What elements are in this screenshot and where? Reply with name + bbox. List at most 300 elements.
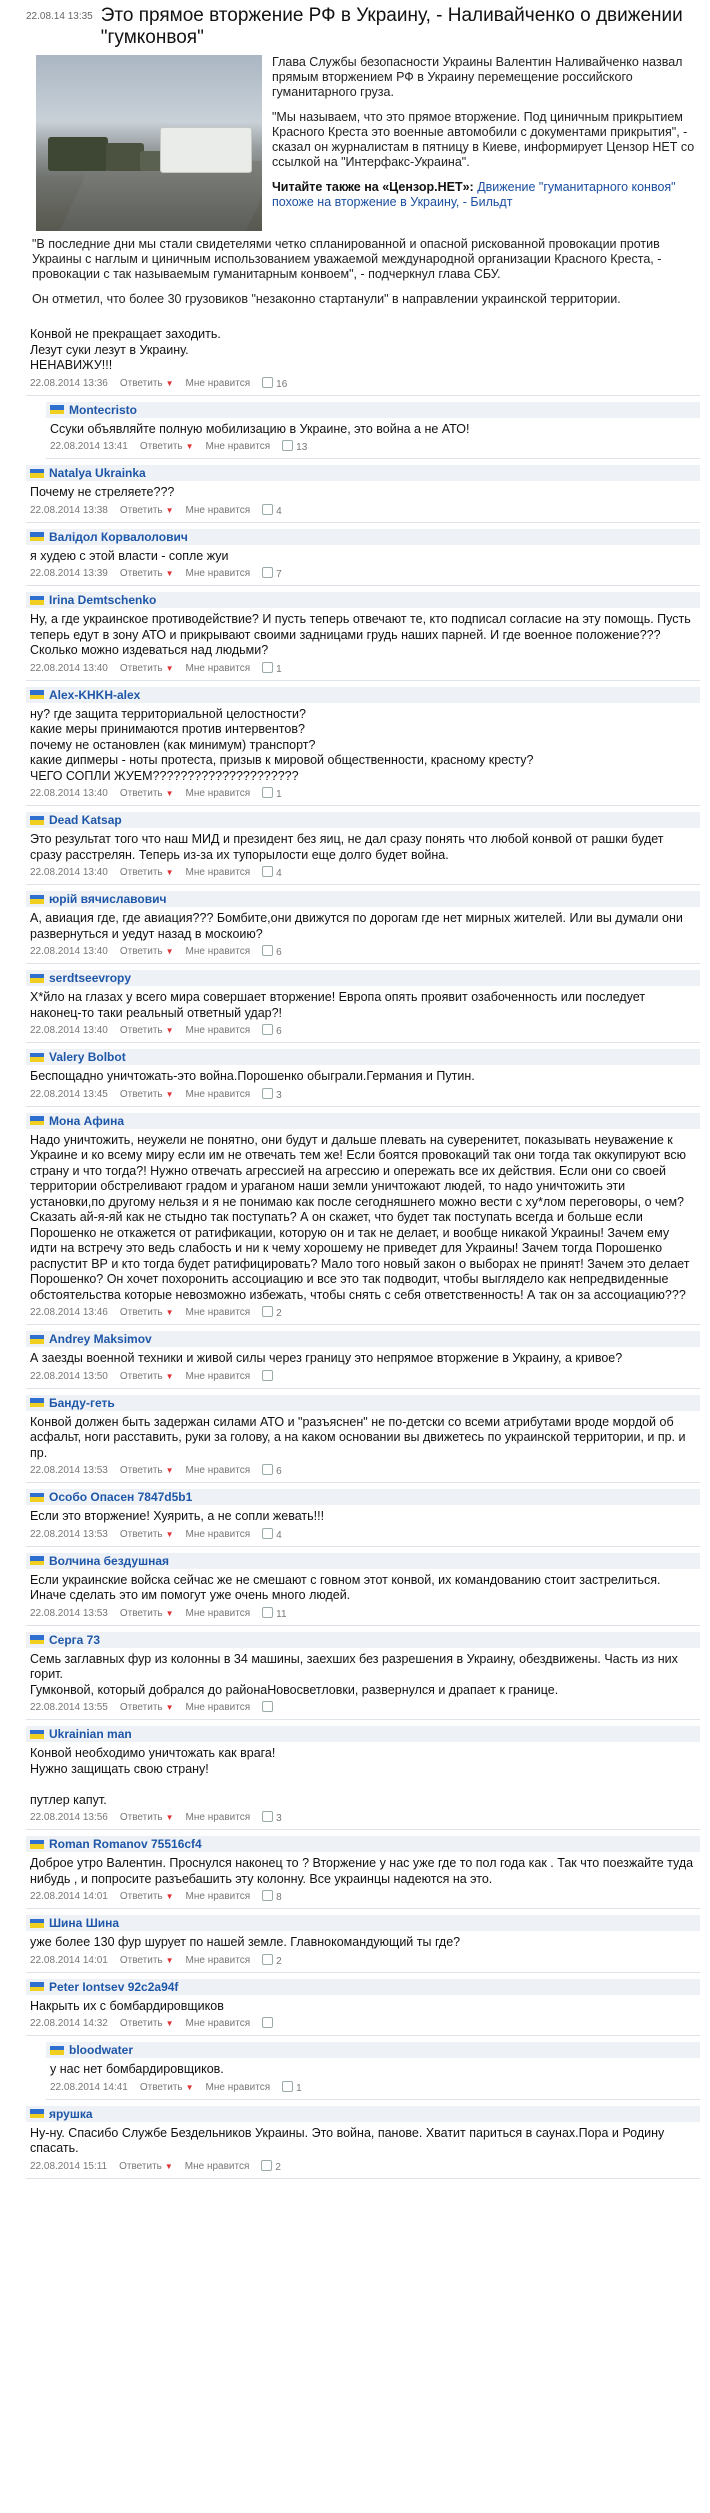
article-paragraph-2: "Мы называем, что это прямое вторжение. Под циничным прикрытием Красного Креста это военные автомобили с документами прикрытия", - сказал он журналистам в пятницу в Киеве, информирует Цензор НЕТ со ссылкой на "Интерфакс-Украина". [272,110,695,169]
reply-button[interactable] [120,378,174,389]
comment-author[interactable]: serdtseevropy [49,971,132,985]
caret-down-icon: ▼ [165,1892,174,1901]
ukraine-flag-icon [30,1335,44,1344]
ukraine-flag-icon [30,1919,44,1928]
comment-author-row [26,970,700,986]
like-button[interactable]: Мне нравится [185,662,251,674]
ukraine-flag-icon [30,690,44,699]
comment-author-row [26,1395,700,1411]
thumb-up-icon[interactable] [282,2081,293,2092]
comment-time: 22.08.2014 15:11 [30,2160,108,2172]
like-button[interactable]: Мне нравится [185,504,251,516]
like-count [262,504,282,517]
reply-button[interactable] [120,2018,174,2029]
comment [26,1915,700,1973]
comment-author[interactable]: Andrey Maksimov [49,1332,152,1346]
like-count [262,1528,282,1541]
like-button[interactable]: Мне нравится [205,2081,271,2093]
caret-down-icon: ▼ [165,1089,174,1099]
reply-label: Ответить [119,662,163,674]
reply-button[interactable] [120,568,174,579]
comment-author-row [26,687,700,703]
comment-time: 22.08.2014 14:01 [30,1954,108,1966]
comment-meta [26,1369,700,1386]
like-count [262,1370,276,1383]
comment-time: 22.08.2014 13:41 [50,441,128,452]
reply-label: Ответить [119,946,163,957]
comment-text: Доброе утро Валентин. Проснулся наконец то ? Вторжение у нас уже где то пол года как . Так что поезжайте туда нибудь , и попросите разъебашить эту колонну. Все украинцы надеются на это. [30,1856,694,1886]
like-button[interactable]: Мне нравится [185,1465,251,1476]
comment-meta [26,1606,700,1623]
comment-author-row [26,529,700,545]
like-button[interactable]: Мне нравится [185,1370,251,1382]
like-count-value: 2 [276,1955,282,1967]
caret-down-icon: ▼ [165,1955,174,1965]
like-count [262,1024,282,1037]
reply-label: Ответить [119,504,163,516]
divider [26,680,700,681]
comment-time: 22.08.2014 13:53 [30,1465,108,1476]
thumb-up-icon[interactable] [262,1701,273,1712]
comment-text: Накрыть их с бомбардировщиков [30,1998,224,2013]
comment [26,891,700,964]
comment-author[interactable]: юрій вячиславович [49,892,167,906]
like-count [262,1811,282,1824]
comment-time: 22.08.2014 13:50 [30,1370,108,1382]
thumb-up-icon[interactable] [262,662,273,673]
divider [46,458,700,459]
divider [26,522,700,523]
comment-text: Конвой не прекращает заходить. Лезут суки лезут в Украину. НЕНАВИЖУ!!! [30,327,221,372]
ukraine-flag-icon [30,1493,44,1502]
comment-time: 22.08.2014 14:01 [30,1891,108,1902]
divider [26,2035,700,2036]
article-body [26,55,700,317]
thumb-up-icon[interactable] [262,945,273,956]
comment-author-row [26,1489,700,1505]
caret-down-icon: ▼ [165,569,174,578]
comment-time: 22.08.2014 13:38 [30,504,108,516]
like-count [262,1464,282,1477]
comment-author[interactable]: Валідол Корвалолович [49,529,188,544]
comment-author-row [26,2106,700,2122]
comment-text: Надо уничтожить, неужели не понятно, они будут и дальше плевать на суверенитет, показывать неуважение к Украине и ко всему миру если им не отвечать тем же! Если боятся провокаций так они тогда так оккупируют всю страну и что тогда?! Нужно отвечать агрессией на агрессию и опережать все их действия. Если они со своей территории обстреливают градом и ураганом наши земли уничтожают людей, то надо уничтожить эти установки,по другому нельзя и я не понимаю как после сегодняшнего можно вести с ху*лом переговоры, о чем? Сказать ай-я-яй как не стыдно так поступать? А он скажет, что будет так поступать всегда и больше если Порошенко не откажется от ратификации, которую он и так не делает, и вообще никакой Украины! Зачем ему идти на встречу это ведь слабость и ни к чему хорошему не приведет для Украины! Зачем тогда Порошенко распустит ВР и кто тогда будет ратифицировать? Мало того новый закон о выборах не принят! Зачем это делает Порошенко? Он хочет похоронить ассоциацию и все это так подводит, чтобы выглядело как непредвиденные обстоятельства которые невозможно избежать, чтобы снять с себя ответственность! А так он за ассоциацию??? [30,1132,690,1302]
article-date: 22.08.14 13:35 [26,11,93,22]
comment-meta [26,1889,700,1906]
divider [26,585,700,586]
comment-meta [26,1305,700,1322]
ukraine-flag-icon [30,1730,44,1739]
reply-label: Ответить [119,1370,163,1382]
thumb-up-icon[interactable] [261,2160,272,2171]
divider [26,963,700,964]
comment [26,323,700,396]
comment-meta [26,1953,700,1970]
comment-author-row [26,1915,700,1931]
comment-text: Если это вторжение! Хуярить, а не сопли жевать!!! [30,1509,325,1523]
reply-button[interactable] [120,1307,174,1318]
like-button[interactable]: Мне нравится [185,1088,251,1100]
like-count-value: 4 [276,505,282,517]
reply-button[interactable] [120,1465,174,1476]
caret-down-icon: ▼ [165,1703,174,1712]
like-count [262,1701,276,1714]
thumb-up-icon[interactable] [262,1370,273,1381]
like-count-value: 1 [296,2082,302,2094]
comment [26,1726,700,1830]
like-count-value: 1 [276,663,282,675]
reply-button[interactable] [120,1025,174,1036]
comment-author[interactable]: Alex-KHKH-alex [49,687,141,702]
comment-meta [26,944,700,961]
comment-author[interactable]: Montecristo [69,402,138,417]
article [0,0,710,317]
reply-button[interactable] [120,946,174,957]
divider [46,2099,700,2100]
comment-text: Х*йло на глазах у всего мира совершает вторжение! Европа опять проявит озабоченность или последует наконец-то таки реальный ответный удар?! [30,990,646,1020]
comment-meta [26,1023,700,1040]
comment-text: у нас нет бомбардировщиков. [50,2062,224,2076]
comment-meta [26,786,700,803]
ukraine-flag-icon [50,405,64,414]
ukraine-flag-icon [30,1840,44,1849]
reply-button[interactable] [120,505,174,516]
like-button[interactable]: Мне нравится [185,377,251,389]
like-button[interactable]: Мне нравится [184,2160,250,2172]
like-count [261,2160,281,2173]
comment-author[interactable]: Roman Romanov 75516cf4 [49,1837,202,1851]
ukraine-flag-icon [30,2109,44,2118]
comment [26,1836,700,1909]
comment [26,1489,700,1547]
like-count-value: 8 [276,1892,282,1903]
ukraine-flag-icon [30,1556,44,1565]
comment-author[interactable]: Шина Шина [49,1916,120,1930]
like-button[interactable]: Мне нравится [185,568,251,579]
caret-down-icon: ▼ [165,505,174,515]
like-count-value: 11 [276,1608,287,1620]
like-count-value: 6 [276,1466,282,1477]
comment [26,2106,700,2179]
ukraine-flag-icon [30,1635,44,1644]
comment-author-row [26,1632,700,1648]
reply-button[interactable] [120,1371,174,1382]
reply-button[interactable] [119,2161,173,2172]
comment-meta [26,2159,700,2176]
thumb-up-icon[interactable] [262,377,273,388]
comment [26,592,700,681]
comment [26,465,700,523]
comment-time: 22.08.2014 14:32 [30,2018,108,2029]
comment [26,970,700,1043]
like-count [262,787,282,800]
divider [26,395,700,396]
comment-text: я худею с этой власти - сопле жуи [30,548,229,563]
thumb-up-icon[interactable] [262,1088,273,1099]
like-count [282,440,307,453]
comment-text: Семь заглавных фур из колонны в 34 машины, заехших без разрешения в Украину, обездвижены. Часть из них горит. Гумконвой, который добрался до районаНовосветловки, развернулся и драпает к границе. [30,1651,678,1697]
article-paragraph-1: Глава Службы безопасности Украины Валентин Наливайченко назвал прямым вторжением РФ в Украину перемещение российского гуманитарного груза. [272,55,683,99]
comment-time: 22.08.2014 13:46 [30,1307,108,1318]
reply-label: Ответить [119,788,163,799]
reply-label: Ответить [119,1025,163,1036]
like-button[interactable]: Мне нравится [185,867,251,878]
like-button[interactable]: Мне нравится [185,1307,251,1318]
article-header [26,5,700,49]
reply-button[interactable] [120,1089,174,1100]
comment-author[interactable]: Серга 73 [49,1632,101,1647]
comment-text: Ну-ну. Спасибо Службе Бездельников Украины. Это война, панове. Хватит париться в саунах.Пора и Родину спасать. [30,2125,665,2155]
reply-label: Ответить [119,377,163,389]
like-count-value: 4 [276,1529,282,1541]
divider [26,1829,700,1830]
comment-time: 22.08.2014 13:45 [30,1088,108,1100]
like-button[interactable]: Мне нравится [185,1528,251,1540]
thumb-up-icon[interactable] [262,1464,273,1475]
divider [26,2178,700,2179]
like-button[interactable]: Мне нравится [185,2018,251,2029]
ukraine-flag-icon [30,532,44,541]
caret-down-icon: ▼ [165,663,174,673]
comment-meta [26,2016,700,2033]
truck-shape [48,137,108,171]
article-paragraph-4: Он отметил, что более 30 грузовиков "незаконно стартанули" в направлении украинской территории. [32,292,621,306]
reply-label: Ответить [119,1465,163,1476]
caret-down-icon: ▼ [185,2082,194,2092]
comment-meta [26,1700,700,1717]
divider [26,884,700,885]
comment-time: 22.08.2014 13:55 [30,1702,108,1713]
reply-button[interactable] [120,663,174,674]
like-count [282,2081,302,2094]
article-photo [36,55,262,231]
like-button[interactable]: Мне нравится [185,946,251,957]
divider [26,1388,700,1389]
divider [26,1908,700,1909]
caret-down-icon: ▼ [165,378,174,388]
like-count [262,866,282,879]
thumb-up-icon[interactable] [262,1890,273,1901]
comment-author-row [26,1113,700,1129]
divider [26,1972,700,1973]
truck-shape [106,143,144,171]
comment [26,1049,700,1107]
like-count [262,1088,282,1101]
comment-meta [26,661,700,678]
comment-author[interactable]: Банду-геть [49,1395,115,1410]
thumb-up-icon[interactable] [262,1024,273,1035]
comment-text: Беспощадно уничтожать-это война.Порошенко обыграли.Германия и Путин. [30,1069,475,1083]
like-count-value: 6 [276,947,282,958]
like-button[interactable]: Мне нравится [185,1954,251,1966]
like-count [262,945,282,958]
comment-meta [26,1087,700,1104]
reply-button[interactable] [120,1955,174,1966]
ukraine-flag-icon [30,816,44,825]
ukraine-flag-icon [30,895,44,904]
reply-label: Ответить [119,2160,162,2172]
comment-text: уже более 130 фур шурует по нашей земле. Главнокомандующий ты где? [30,1935,461,1949]
comment-author-row [26,1836,700,1852]
comment-author[interactable]: ярушка [49,2106,93,2121]
thumb-up-icon[interactable] [262,504,273,515]
comment-text: Конвой необходимо уничтожать как врага! Нужно защищать свою страну! путлер капут. [30,1746,276,1807]
comment-time: 22.08.2014 13:39 [30,568,108,579]
reply-button[interactable] [120,1608,174,1619]
reply-label: Ответить [139,2081,183,2093]
comment-meta [26,376,700,393]
ukraine-flag-icon [30,469,44,478]
comment [26,1632,700,1721]
comment-time: 22.08.2014 13:56 [30,1812,108,1823]
thumb-up-icon[interactable] [262,1607,273,1618]
divider [26,1324,700,1325]
reply-button[interactable] [140,2082,194,2093]
comment [26,1395,700,1484]
thumb-up-icon[interactable] [262,787,273,798]
comment-author-row [26,1553,700,1569]
comment [26,1113,700,1326]
divider [26,805,700,806]
reply-button[interactable] [120,1702,174,1713]
like-count-value: 3 [276,1813,282,1824]
like-count [262,2017,276,2030]
comment-meta [26,566,700,583]
comments-list [0,317,710,2179]
reply-button[interactable] [120,788,174,799]
comment-author[interactable]: Особо Опасен 7847d5b1 [49,1490,193,1504]
reply-button[interactable] [120,1529,174,1540]
comment-time: 22.08.2014 13:40 [30,788,108,799]
ukraine-flag-icon [30,1116,44,1125]
like-button[interactable]: Мне нравится [185,1812,251,1823]
comment-meta [26,1527,700,1544]
thumb-up-icon[interactable] [262,567,273,578]
thumb-up-icon[interactable] [262,1811,273,1822]
divider [26,1719,700,1720]
divider [26,1482,700,1483]
thumb-up-icon[interactable] [282,440,293,451]
comment-author[interactable]: Natalya Ukrainka [49,466,146,480]
like-button[interactable]: Мне нравится [185,1891,251,1902]
ukraine-flag-icon [50,2046,64,2055]
comment-time: 22.08.2014 13:40 [30,867,108,878]
comment-text: Ну, а где украинское противодействие? И пусть теперь отвечают те, кто подписал согласие на эту помощь. Пусть теперь едут в зону АТО и прикрывают своими задницами грудь наших парней. И где военное положение??? Сколько можно издеваться над людьми? [30,612,691,657]
comment-author[interactable]: Ukrainian man [49,1727,132,1741]
comment-meta [46,2080,700,2097]
caret-down-icon: ▼ [165,789,174,798]
caret-down-icon: ▼ [165,1371,174,1381]
comment-author[interactable]: bloodwater [69,2043,134,2057]
like-count-value: 7 [276,569,282,580]
comment-meta [26,1810,700,1827]
reply-button[interactable] [120,867,174,878]
comment [26,1553,700,1626]
caret-down-icon: ▼ [185,442,194,451]
read-also-label: Читайте также на «Цензор.НЕТ»: [272,180,474,194]
comment-author-row [26,1331,700,1347]
comment-author[interactable]: Волчина бездушная [49,1553,170,1568]
comment-text: Конвой должен быть задержан силами АТО и "разъяснен" не по-детски со всеми атрибутами вроде мордой об асфальт, ноги расставить, руки за голову, а на каком основании вы движетесь по украинской территории, и пр. и пр. [30,1414,686,1460]
thumb-up-icon[interactable] [262,1954,273,1965]
comment-meta [26,1463,700,1480]
comment-time: 22.08.2014 13:53 [30,1528,108,1540]
reply-label: Ответить [119,1307,163,1318]
like-button[interactable]: Мне нравится [205,441,271,452]
thumb-up-icon[interactable] [262,866,273,877]
ukraine-flag-icon [30,974,44,983]
caret-down-icon: ▼ [165,1466,174,1475]
comment-author[interactable]: Peter Iontsev 92c2a94f [49,1979,179,1994]
comment-author[interactable]: Dead Katsap [49,813,122,827]
comment-text: Ссуки объявляйте полную мобилизацию в Украине, это война а не АТО! [50,421,470,436]
like-count [262,1607,286,1620]
caret-down-icon: ▼ [165,1608,174,1618]
reply-label: Ответить [119,1954,163,1966]
comment-author-row [26,465,700,481]
divider [26,1106,700,1107]
comment-meta [26,865,700,882]
like-count [262,662,282,675]
reply-label: Ответить [119,2018,163,2029]
like-button[interactable]: Мне нравится [185,1702,251,1713]
comment-text: А заезды военной техники и живой силы через границу это непрямое вторжение в Украину, а кривое? [30,1351,623,1365]
like-count-value: 1 [276,789,282,800]
like-button[interactable]: Мне нравится [185,1025,251,1036]
caret-down-icon: ▼ [165,1026,174,1035]
comment-text: Если украинские войска сейчас же не смешают с говном этот конвой, их командованию стоит застрелиться. Иначе сделать это им помогут уже очень много людей. [30,1572,661,1602]
comment [26,529,700,587]
comment-time: 22.08.2014 13:36 [30,377,108,389]
comment-meta [26,503,700,520]
like-button[interactable]: Мне нравится [185,788,251,799]
reply-button[interactable] [120,1812,174,1823]
comment-text: ну? где защита территориальной целостности? какие меры принимаются против интервентов? почему не остановлен (как минимум) транспорт? какие дипмеры - ноты протеста, призыв к мировой общественности, красному кресту? ЧЕГО СОПЛИ ЖУЕМ????????????????????? [30,706,534,783]
reply-label: Ответить [139,441,183,452]
read-also-link[interactable]: Движение "гуманитарного конвоя" похоже на вторжение в Украину, - Бильдт [272,180,676,209]
comment-author[interactable]: Valery Bolbot [49,1050,126,1064]
comment-author-row [26,592,700,608]
comment-author[interactable]: Мона Афина [49,1113,125,1128]
reply-label: Ответить [119,1891,163,1902]
like-count-value: 2 [275,2161,281,2173]
reply-button[interactable] [140,441,194,452]
thumb-up-icon[interactable] [262,1528,273,1539]
like-count-value: 3 [276,1089,282,1101]
comment-time: 22.08.2014 13:40 [30,1025,108,1036]
comment-author[interactable]: Irina Demtschenko [49,593,157,607]
comment-time: 22.08.2014 14:41 [50,2081,128,2093]
reply-label: Ответить [119,1702,163,1713]
reply-button[interactable] [120,1891,174,1902]
comment [26,812,700,885]
caret-down-icon: ▼ [165,1813,174,1822]
article-title: Это прямое вторжение РФ в Украину, - Наливайченко о движении "гумконвоя" [100,5,683,48]
ukraine-flag-icon [30,1398,44,1407]
thumb-up-icon[interactable] [262,1306,273,1317]
reply-label: Ответить [119,1812,163,1823]
comment-author-row [26,1979,700,1995]
comment-author-row [26,1726,700,1742]
like-button[interactable]: Мне нравится [185,1607,251,1619]
comment-author-row [26,812,700,828]
like-count [262,1306,282,1319]
thumb-up-icon[interactable] [262,2017,273,2028]
reply-label: Ответить [119,568,163,579]
truck-shape [160,127,252,173]
caret-down-icon: ▼ [165,2019,174,2028]
like-count-value: 6 [276,1026,282,1037]
